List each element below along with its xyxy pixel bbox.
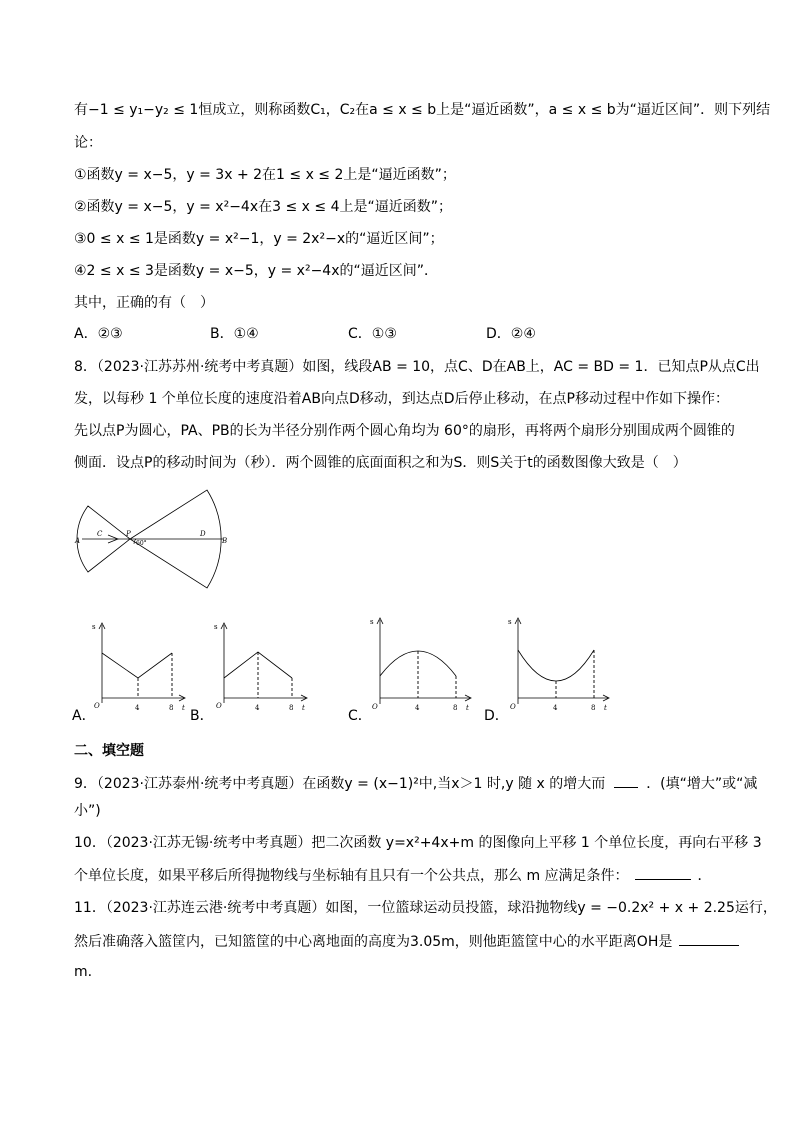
graph-b-label: B． (190, 708, 214, 724)
q7-prompt: 其中，正确的有（ ） (74, 295, 214, 311)
svg-text:s: s (214, 623, 218, 631)
graph-a-label: A． (72, 708, 96, 724)
q7-option-c: C．①③ (348, 326, 397, 342)
svg-text:O: O (372, 703, 378, 711)
label-angle: 60° (136, 540, 147, 547)
svg-text:s: s (508, 618, 512, 626)
q9-text-tail: ．(填“增大”或“减 (646, 776, 758, 792)
q11-line-2 (74, 931, 739, 952)
svg-text:O: O (94, 702, 100, 710)
svg-text:4: 4 (553, 704, 558, 712)
graph-b (212, 615, 312, 715)
svg-text:4: 4 (135, 704, 140, 712)
svg-text:4: 4 (255, 704, 260, 712)
q8-line-4: 侧面．设点P的移动时间为（秒）．两个圆锥的底面面积之和为S．则S关于t的函数图像大致是（ ） (74, 455, 687, 471)
svg-text:8: 8 (591, 704, 596, 712)
svg-text:t: t (604, 704, 607, 712)
q9-answer-blank[interactable] (614, 773, 638, 788)
q10-text-tail: ． (697, 868, 712, 884)
q7-statement-4: ④2 ≤ x ≤ 3是函数y = x−5，y = x²−4x的“逼近区间”． (74, 263, 438, 279)
q8-line-1: 8．（2023·江苏苏州·统考中考真题）如图，线段AB = 10，点C、D在AB上，AC = BD = 1．已知点P从点C出 (74, 359, 760, 375)
graph-a-curve (102, 653, 172, 678)
sector-figure (70, 485, 240, 605)
svg-text:t: t (466, 704, 469, 712)
svg-text:8: 8 (289, 704, 294, 712)
q8-line-3: 先以点P为圆心，PA、PB的长为半径分别作两个圆心角均为 60°的扇形，再将两个扇形分别围成两个圆锥的 (74, 423, 735, 439)
q7-statement-2: ②函数y = x−5，y = x²−4x在3 ≤ x ≤ 4上是“逼近函数”； (74, 199, 452, 215)
svg-text:8: 8 (453, 704, 458, 712)
q10-line-1: 10．（2023·江苏无锡·统考中考真题）把二次函数 y=x²+4x+m 的图像向上平移 1 个单位长度，再向右平移 3 (74, 835, 762, 851)
section-heading: 二、填空题 (74, 743, 144, 759)
graph-d (504, 612, 614, 715)
q9-text: 9．（2023·江苏泰州·统考中考真题）在函数y = (x−1)²中,当x＞1 时,y 随 x 的增大而 (74, 776, 606, 792)
q10-text: 个单位长度，如果平移后所得抛物线与坐标轴有且只有一个公共点，那么 m 应满足条件： (74, 868, 629, 884)
graph-d-label: D． (484, 708, 509, 724)
q7-condition-line-cont: 论： (74, 135, 102, 151)
q11-line-3: m. (74, 964, 93, 980)
q7-condition-line: 有−1 ≤ y₁−y₂ ≤ 1恒成立，则称函数C₁，C₂在a ≤ x ≤ b上是“逼近函数”，a ≤ x ≤ b为“逼近区间”．则下列结 (74, 102, 771, 118)
svg-text:O: O (510, 703, 516, 711)
svg-text:t: t (302, 704, 305, 712)
label-a: A (75, 537, 81, 545)
q10-answer-blank[interactable] (635, 865, 691, 880)
q9-line-2: 小”) (74, 803, 101, 819)
graph-d-curve (518, 650, 594, 681)
q7-statement-1: ①函数y = x−5，y = 3x + 2在1 ≤ x ≤ 2上是“逼近函数”； (74, 167, 456, 183)
q11-text: 然后准确落入篮筐内，已知篮筐的中心离地面的高度为3.05m，则他距篮筐中心的水平距离OH是 (74, 934, 673, 950)
svg-text:t: t (182, 704, 185, 712)
q7-option-a: A．②③ (74, 326, 123, 342)
label-b: B (222, 537, 228, 545)
q7-option-b: B．①④ (210, 326, 259, 342)
svg-text:4: 4 (415, 704, 420, 712)
q8-line-2: 发，以每秒 1 个单位长度的速度沿着AB向点D移动，到达点D后停止移动，在点P移动过程中作如下操作： (74, 391, 729, 407)
q11-answer-blank[interactable] (679, 931, 739, 946)
graph-a (90, 615, 190, 715)
label-c: C (97, 530, 103, 538)
svg-text:O: O (216, 702, 222, 710)
graph-c-label: C． (348, 708, 372, 724)
svg-text:s: s (92, 623, 96, 631)
q11-line-1: 11．（2023·江苏连云港·统考中考真题）如图，一位篮球运动员投篮，球沿抛物线y = −0.2x² + x + 2.25运行， (74, 900, 777, 916)
svg-text:s: s (370, 618, 374, 626)
graph-c (366, 612, 476, 715)
q9-line-1 (74, 773, 757, 794)
label-d: D (200, 530, 206, 538)
q7-statement-3: ③0 ≤ x ≤ 1是函数y = x²−1，y = 2x²−x的“逼近区间”； (74, 231, 444, 247)
label-p: P (126, 530, 131, 538)
q10-line-2 (74, 865, 711, 886)
svg-text:8: 8 (169, 704, 174, 712)
q7-option-d: D．②④ (486, 326, 536, 342)
